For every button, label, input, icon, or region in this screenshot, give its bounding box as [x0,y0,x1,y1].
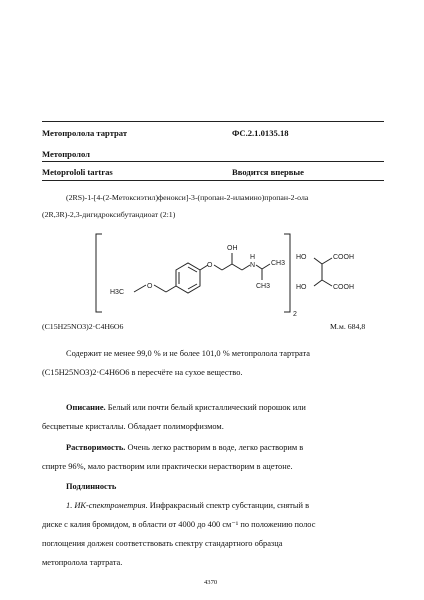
h3c-label: H3C [110,289,125,296]
identity-line4: метопролола тартрата. [42,558,123,567]
identity-text-1: Инфракрасный спектр субстанции, снятый в [149,501,310,510]
description-text-1: Белый или почти белый кристаллический порошок или [107,403,306,412]
ch3-label-a: CH3 [271,260,286,267]
cooh-label-2: COOH [333,284,354,291]
content-line1: Содержит не менее 99,0 % и не более 101,0 % метопролола тартрата [66,349,311,358]
title-la: Metoprololi tartras [42,167,113,177]
header-mid-rule [42,161,384,162]
solubility-label: Растворимость. [66,443,126,452]
ch3-label-b: CH3 [256,283,271,290]
identity-line3: поглощения должен соответствовать спектру стандартного образца [42,539,283,548]
header-top-rule [42,121,384,122]
ho-label-2: HO [296,284,307,291]
identity-line2: диске с калия бромидом, в области от 4000 до 400 см⁻¹ по положению полос [42,520,316,529]
ho-label-1: HO [296,254,307,261]
ether-o-label: O [147,283,153,290]
h-label: H [250,254,256,261]
title-ru: Метопролола тартрат [42,128,128,138]
identity-item-label: 1. ИК-спектрометрия. [66,501,148,510]
n-label: N [250,262,256,269]
monograph-code: ФС.2.1.0135.18 [232,128,289,138]
left-bracket [96,234,102,312]
identity-line1 [66,499,384,512]
header-bottom-rule [42,180,384,181]
right-bracket [284,234,290,312]
chemical-name-line1: (2RS)-1-[4-(2-Метоксиэтил)фенокси]-3-(пропан-2-иламино)пропан-2-ола [66,193,309,202]
solubility-line1 [66,441,384,454]
page-number: 4370 [204,579,218,586]
solubility-text-1: Очень легко растворим в воде, легко растворим в [127,443,304,452]
oh-label: OH [227,245,238,252]
chemical-name-line2: (2R,3R)-2,3-дигидроксибутандиоат (2:1) [42,210,176,219]
cooh-label-1: COOH [333,254,354,261]
molecular-formula: (C15H25NO3)2·C4H6O6 [42,322,124,331]
solubility-line2: спирте 96%, мало растворим или практически нерастворим в ацетоне. [42,462,293,471]
description-label: Описание. [66,403,106,412]
phenoxy-o-label: O [207,262,213,269]
alt-name: Метопролол [42,149,90,159]
bracket-subscript: 2 [293,311,297,318]
description-line1 [66,401,384,414]
structural-formula [90,228,380,320]
description-line2: бесцветные кристаллы. Обладает полиморфизмом. [42,422,224,431]
intro-note: Вводится впервые [232,167,304,177]
identity-heading: Подлинность [66,482,117,491]
content-line2: (C15H25NO3)2·C4H6O6 в пересчёте на сухое вещество. [42,368,243,377]
molecular-weight: М.м. 684,8 [330,322,366,331]
